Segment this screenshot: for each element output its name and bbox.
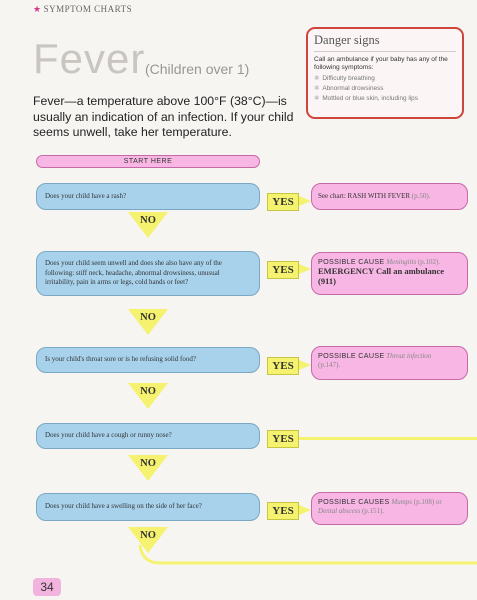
section-header-label: SYMPTOM CHARTS [43,4,133,14]
page-title: Fever [33,35,146,82]
emergency-text: EMERGENCY Call an ambulance (911) [318,266,445,286]
result-throat-infection: POSSIBLE CAUSE Throat infection (p.147). [311,346,468,380]
bullet-icon: ✱ [314,95,320,102]
danger-signs-box [306,27,464,119]
no-label: NO [140,312,156,323]
result-meningitis: POSSIBLE CAUSE Meningitis (p.102). EMERGENCY Call an ambulance (911) [311,252,468,295]
no-arrow [128,455,168,481]
question-rash: Does your child have a rash? [36,183,260,210]
bullet-icon: ✱ [314,85,320,92]
arrow-right-icon [299,505,311,515]
yes-label: YES [267,261,299,279]
start-here-bar: START HERE [36,155,260,168]
result-rash-chart: See chart: RASH WITH FEVER (p.50). [311,183,468,210]
no-arrow [128,309,168,335]
danger-signs-heading: Danger signs [314,33,456,52]
question-cough: Does your child have a cough or runny nose? [36,423,260,449]
arrow-right-icon [299,264,311,274]
danger-sign-item: ✱ Difficulty breathing [314,75,375,82]
yes-label: YES [267,357,299,375]
arrow-right-icon [299,360,311,370]
no-label: NO [140,458,156,469]
intro-text: Fever—a temperature above 100°F (38°C)—is usually an indication of an infection. If your child seems unwell, take her temperature. [33,94,294,139]
question-throat: Is your child's throat sore or is he refusing solid food? [36,347,260,373]
no-label: NO [140,215,156,226]
section-header [33,4,132,15]
yes-label: YES [267,193,299,211]
page-number: 34 [33,578,61,596]
yes-label: YES [267,430,299,448]
no-label: NO [140,386,156,397]
result-mumps: POSSIBLE CAUSES Mumps (p.108) or Dental abscess (p.151). [311,492,468,525]
danger-signs-lead: Call an ambulance if your baby has any of the following symptoms: [314,56,448,71]
yes-label: YES [267,502,299,520]
danger-sign-item: ✱ Mottled or blue skin, including lips [314,95,418,102]
arrow-right-icon [299,196,311,206]
bullet-icon: ✱ [314,75,320,82]
no-label: NO [140,530,156,541]
connector-line [138,545,477,569]
no-arrow [128,212,168,238]
connector-line [299,437,477,440]
danger-signs-list [314,74,456,104]
page-subtitle: (Children over 1) [145,61,250,77]
question-swelling: Does your child have a swelling on the side of her face? [36,493,260,521]
danger-sign-item: ✱ Abnormal drowsiness [314,85,384,92]
star-icon: ★ [33,4,42,14]
question-meningitis: Does your child seem unwell and does she also have any of the following: stiff neck, headache, abnormal drowsiness, unusual irritability, pain in arms or legs, cold hands or feet? [36,251,260,296]
no-arrow [128,383,168,409]
